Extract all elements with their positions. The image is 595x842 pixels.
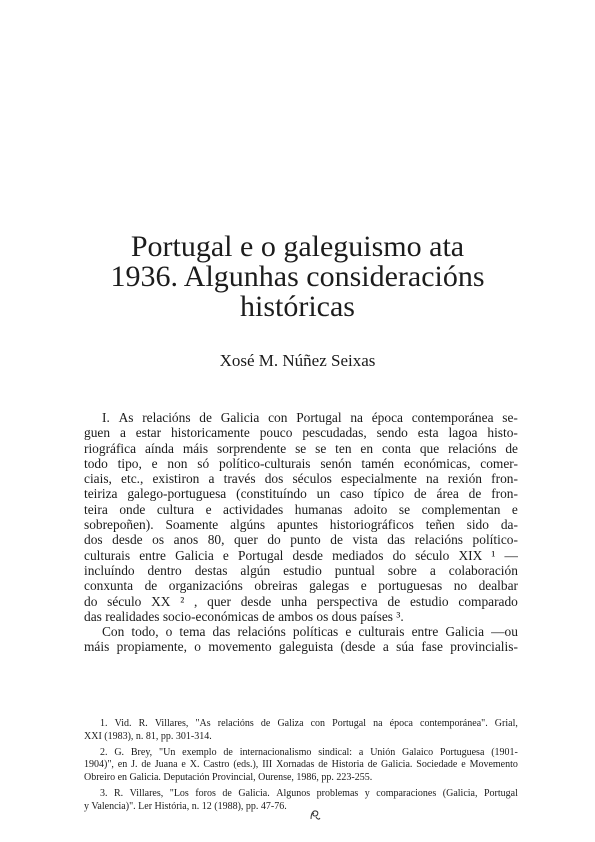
author-name: Xosé M. Núñez Seixas: [219, 351, 376, 370]
body-line: todo tipo, e non só político-culturais senón tamén económicas, comer-: [84, 455, 518, 471]
body-line: das realidades socio-económicas de ambos os dous países ³.: [84, 608, 404, 624]
body-line: ciais, etc., existiron a través dos séculos especialmente na rexión fron-: [84, 471, 518, 487]
footnotes: [84, 718, 518, 814]
footnote-line: y Valencia)". Ler História, n. 12 (1988), pp. 47-76.: [84, 800, 287, 812]
body-line: conxunta de organizacións obreiras galegas e portuguesas no dealbar: [84, 578, 518, 594]
body-line: incluíndo dentro destas algún estudio puntual sobre a colaboración: [84, 562, 518, 578]
footnote-line: 2. G. Brey, "Un exemplo de internacionalismo sindical: a Unión Galaico Portuguesa (1901-: [100, 746, 518, 758]
body-line: do século XX ² , quer desde unha perspectiva de estudio comparado: [84, 593, 518, 609]
handwritten-mark-icon: [308, 808, 322, 822]
body-line: guen a estar historicamente pouco pescudadas, sendo esta lagoa histo-: [84, 425, 518, 441]
title-line: 1936. Algunhas consideracións: [110, 260, 485, 293]
footnote-line: Obreiro en Galicia. Deputación Provincial, Ourense, 1986, pp. 223-255.: [84, 772, 373, 784]
title-line: históricas: [240, 290, 355, 323]
footnote-line: 3. R. Villares, "Los foros de Galicia. Algunos problemas y comparaciones (Galicia, Portugal: [100, 787, 518, 799]
body-line: dos desde os anos 80, quer do punto de vista das relacións político-: [84, 532, 518, 548]
footnote-line: XXI (1983), n. 81, pp. 301-314.: [84, 730, 212, 742]
body-line: I. As relacións de Galicia con Portugal na época contemporánea se-: [102, 410, 518, 425]
body-line: sobrepoñen). Soamente algúns apuntes historiográficos teñen sido da-: [84, 517, 518, 533]
body-line: máis propiamente, o movemento galeguista (desde a súa fase provincialis-: [84, 639, 518, 655]
footnote-line: 1904)", en J. de Juana e X. Castro (eds.), III Xornadas de Historia de Galicia. Sociedade e Movemento: [84, 759, 518, 771]
article-body: [84, 410, 518, 655]
body-line: Con todo, o tema das relacións políticas e culturais entre Galicia —ou: [102, 624, 518, 640]
body-line: culturais entre Galicia e Portugal desde mediados do século XIX ¹ —: [84, 547, 518, 563]
title-line: Portugal e o galeguismo ata: [130, 230, 465, 263]
body-line: teira onde cultura e actividades humanas adoito se complementan e: [84, 501, 518, 517]
article-title: [60, 232, 535, 322]
body-line: riográfica aínda máis sorprendente se se ten en conta que relacións de: [84, 440, 518, 456]
body-line: teiriza galego-portuguesa (constituíndo un caso típico de área de fron-: [84, 486, 518, 502]
footnote-line: 1. Vid. R. Villares, "As relacións de Galiza con Portugal na época contemporánea". Grial,: [100, 718, 518, 729]
